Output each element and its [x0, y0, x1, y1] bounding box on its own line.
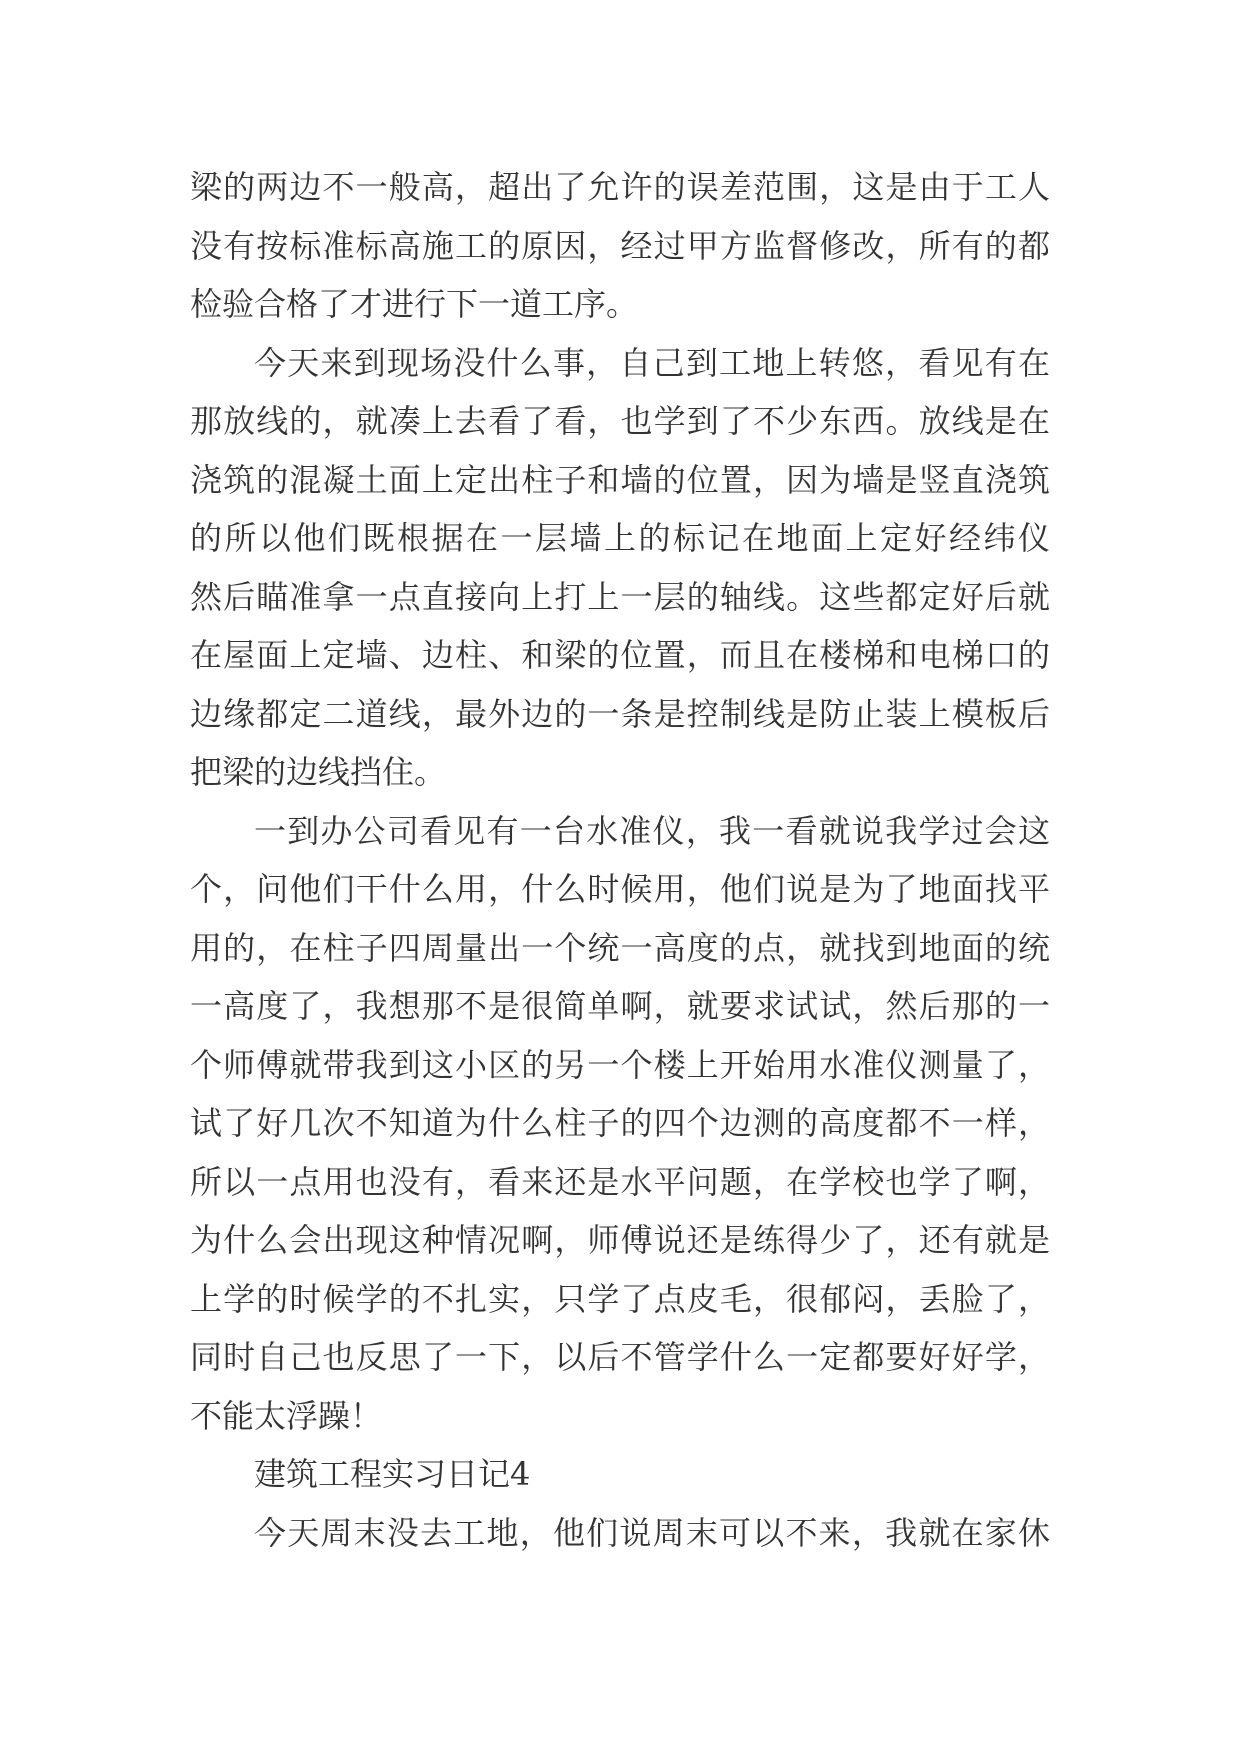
paragraph-3-line: 一到办公司看见有一台水准仪，我一看就说我学过会这 — [254, 811, 1050, 850]
paragraph-4-line: 今天周末没去工地，他们说周末可以不来，我就在家休 — [254, 1513, 1050, 1552]
paragraph-1-line: 没有按标准标高施工的原因，经过甲方监督修改，所有的都 — [190, 226, 1050, 265]
paragraph-2-line: 然后瞄准拿一点直接向上打上一层的轴线。这些都定好后就 — [190, 577, 1050, 616]
section-heading: 建筑工程实习日记4 — [254, 1455, 531, 1493]
paragraph-4 — [190, 1504, 1050, 1563]
paragraph-3-line: 同时自己也反思了一下，以后不管学什么一定都要好好学， — [190, 1338, 1050, 1376]
paragraph-2-line: 把梁的边线挡住。 — [190, 753, 447, 791]
paragraph-2-line: 的所以他们既根据在一层墙上的标记在地面上定好经纬仪 — [190, 519, 1050, 557]
paragraph-3-line: 上学的时候学的不扎实，只学了点皮毛，很郁闷，丢脸了， — [190, 1279, 1050, 1318]
paragraph-2-line: 那放线的，就凑上去看了看，也学到了不少东西。放线是在 — [190, 402, 1050, 440]
paragraph-1-line: 梁的两边不一般高，超出了允许的误差范围，这是由于工人 — [190, 168, 1050, 206]
document-body — [190, 158, 1050, 1562]
paragraph-3-line: 一高度了，我想那不是很简单啊，就要求试试，然后那的一 — [190, 987, 1050, 1025]
paragraph-2-line: 边缘都定二道线，最外边的一条是控制线是防止装上模板后 — [190, 694, 1050, 733]
paragraph-1-line: 检验合格了才进行下一道工序。 — [190, 285, 639, 323]
paragraph-3-line: 试了好几次不知道为什么柱子的四个边测的高度都不一样， — [190, 1104, 1050, 1142]
paragraph-3 — [190, 802, 1050, 1446]
paragraph-2-line: 今天来到现场没什么事，自己到工地上转悠，看见有在 — [254, 343, 1050, 382]
paragraph-2 — [190, 334, 1050, 802]
paragraph-2-line: 浇筑的混凝土面上定出柱子和墙的位置，因为墙是竖直浇筑 — [190, 460, 1050, 499]
paragraph-3-line: 不能太浮躁！ — [190, 1396, 383, 1435]
paragraph-2-line: 在屋面上定墙、边柱、和梁的位置，而且在楼梯和电梯口的 — [190, 636, 1050, 674]
paragraph-3-line: 个师傅就带我到这小区的另一个楼上开始用水准仪测量了， — [190, 1045, 1050, 1084]
paragraph-1 — [190, 158, 1050, 334]
paragraph-3-line: 个，问他们干什么用，什么时候用，他们说是为了地面找平 — [190, 870, 1050, 908]
paragraph-3-line: 用的，在柱子四周量出一个统一高度的点，就找到地面的统 — [190, 928, 1050, 967]
paragraph-3-line: 为什么会出现这种情况啊，师傅说还是练得少了，还有就是 — [190, 1221, 1050, 1259]
paragraph-3-line: 所以一点用也没有，看来还是水平问题，在学校也学了啊， — [190, 1162, 1050, 1201]
